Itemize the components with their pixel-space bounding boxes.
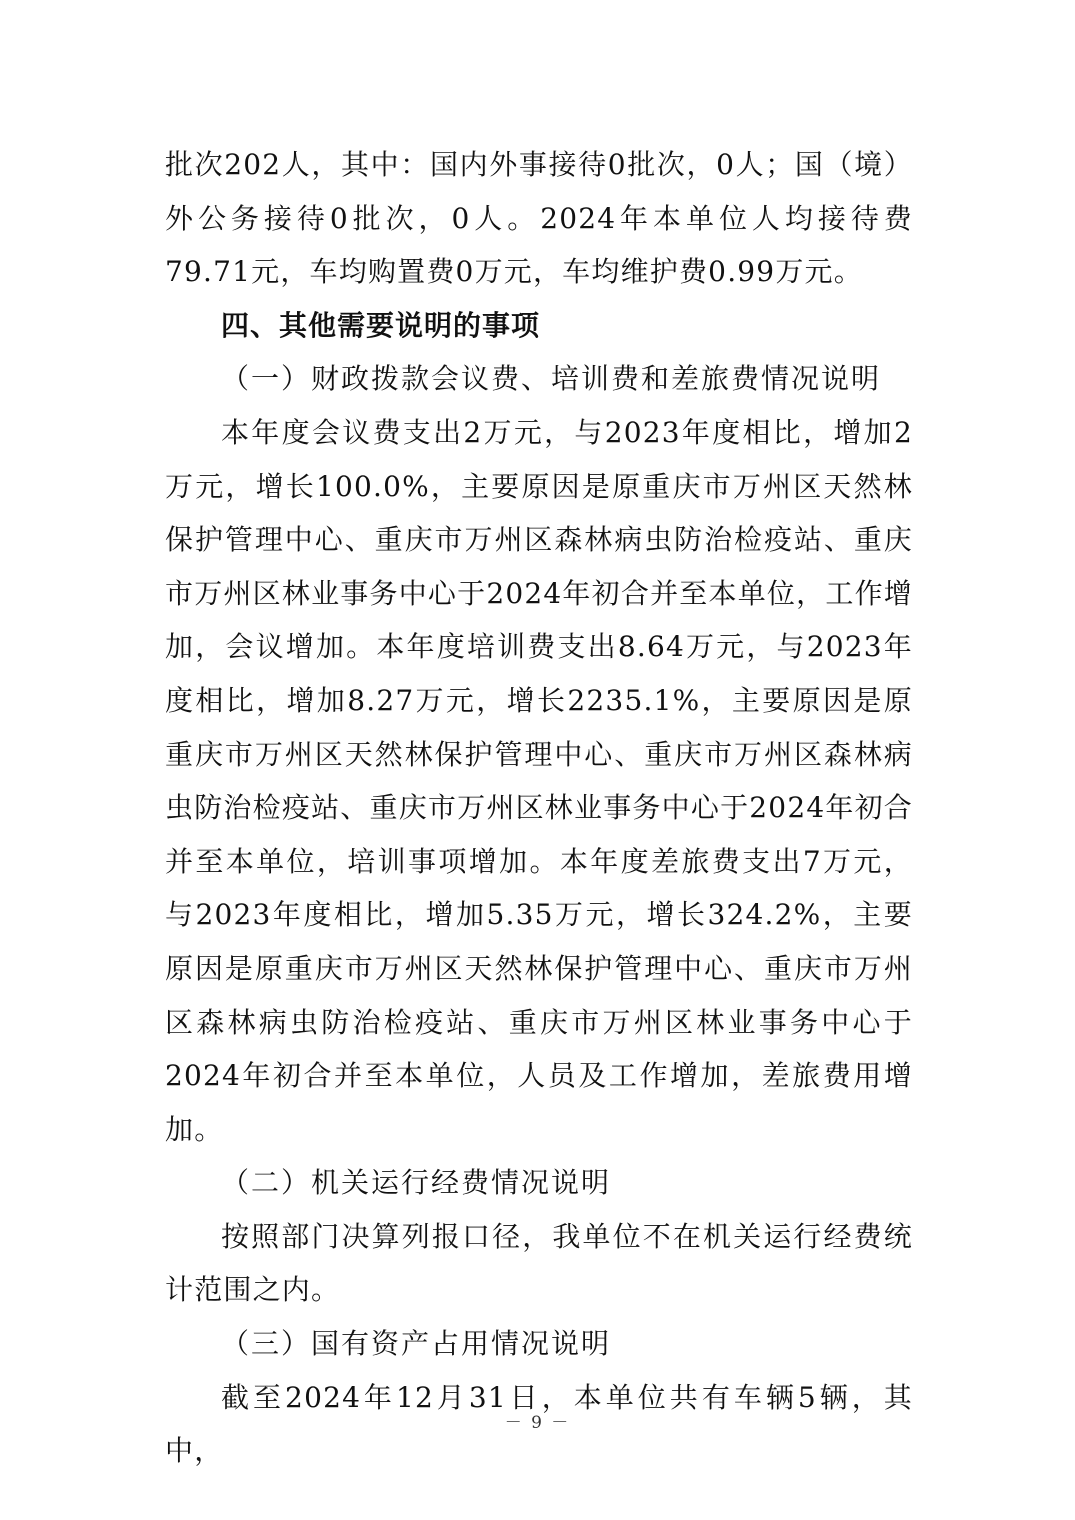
paragraph-operating-expenses: 按照部门决算列报口径，我单位不在机关运行经费统计范围之内。 [165, 1219, 913, 1307]
subsection-heading-operating-expenses: （二）机关运行经费情况说明 [221, 1166, 612, 1200]
subsection-heading-state-assets: （三）国有资产占用情况说明 [221, 1327, 612, 1361]
paragraph-state-assets: 截至2024年12月31日，本单位共有车辆5辆，其中， [165, 1380, 913, 1468]
paragraph-meeting-training-travel: 本年度会议费支出2万元，与2023年度相比，增加2万元，增长100.0%，主要原因是原重庆市万州区天然林保护管理中心、重庆市万州区森林病虫防治检疫站、重庆市万州区林业事务中心于2024年初合并至本单位，工作增加，会议增加。本年度培训费支出8.64万元，与2023年度相比，增加8.27万元，增长2235.1%，主要原因是原重庆市万州区天然林保护管理中心、重庆市万州区森林病虫防治检疫站、重庆市万州区林业事务中心于2024年初合并至本单位，培训事项增加。本年度差旅费支出7万元，与2023年度相比，增加5.35万元，增长324.2%，主要原因是原重庆市万州区天然林保护管理中心、重庆市万州区森林病虫防治检疫站、重庆市万州区林业事务中心于2024年初合并至本单位，人员及工作增加，差旅费用增加。 [165, 415, 913, 1146]
paragraph-reception-summary: 批次202人，其中：国内外事接待0批次，0人；国（境）外公务接待0批次，0人。2024年本单位人均接待费79.71元，车均购置费0万元，车均维护费0.99万元。 [165, 148, 913, 289]
document-page [165, 138, 913, 1478]
subsection-heading-meeting-training-travel: （一）财政拨款会议费、培训费和差旅费情况说明 [221, 362, 882, 396]
page-number: － 9 － [504, 1413, 571, 1433]
section-heading-other-matters: 四、其他需要说明的事项 [221, 308, 541, 342]
